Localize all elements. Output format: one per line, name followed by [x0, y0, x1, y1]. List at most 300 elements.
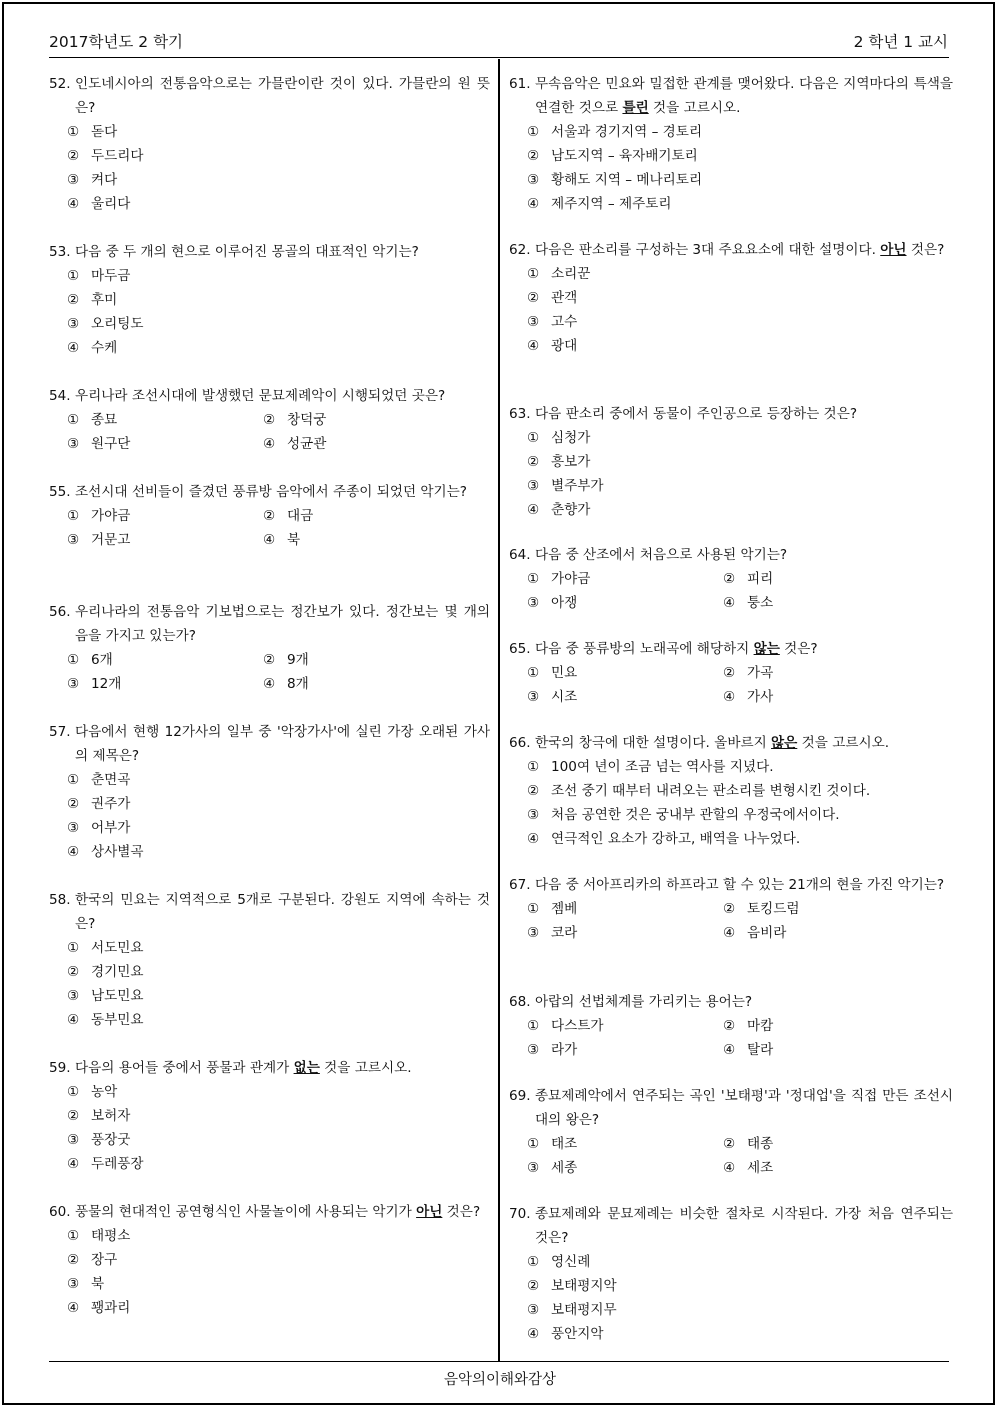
option-text: 광대 — [551, 338, 578, 354]
answer-option[interactable] — [723, 591, 953, 615]
question-text-pre: 다음 중 풍류방의 노래곡에 해당하지 — [535, 641, 754, 657]
answer-option[interactable] — [527, 192, 953, 216]
option-number: ② — [263, 508, 276, 524]
answer-option[interactable] — [67, 264, 490, 288]
option-text: 상사별곡 — [91, 844, 144, 860]
option-number: ② — [527, 290, 540, 306]
answer-option[interactable] — [527, 1274, 953, 1298]
question-text-pre: 다음 중 서아프리카의 하프라고 할 수 있는 21개의 현을 가진 악기는? — [535, 877, 945, 893]
question-text-pre: 다음의 용어들 중에서 풍물과 관계가 — [75, 1060, 294, 1076]
question-text — [535, 72, 953, 120]
question-text — [75, 888, 490, 936]
answer-options — [67, 1080, 490, 1176]
question-number: 59. — [49, 1060, 71, 1076]
answer-options — [527, 1250, 953, 1346]
option-text: 토킹드럼 — [747, 901, 800, 917]
question-number: 61. — [509, 76, 531, 92]
question-text-pre: 인도네시아의 전통음악으로는 가믈란이란 것이 있다. 가믈란의 원 뜻은? — [75, 76, 491, 116]
option-number: ④ — [67, 340, 80, 356]
option-number: ② — [67, 1252, 80, 1268]
option-number: ① — [527, 124, 540, 140]
question-text-pre: 한국의 민요는 지역적으로 5개로 구분된다. 강원도 지역에 속하는 것은? — [75, 892, 490, 932]
option-number: ④ — [527, 1326, 540, 1342]
question-text-post: 것을 고르시오. — [319, 1060, 412, 1076]
option-text: 세조 — [747, 1160, 774, 1176]
question-item — [49, 600, 490, 696]
answer-options — [67, 504, 490, 552]
option-number: ③ — [527, 1302, 540, 1318]
question-stem — [509, 990, 953, 1014]
answer-option[interactable] — [527, 168, 953, 192]
question-number: 53. — [49, 244, 71, 260]
option-text: 태평소 — [91, 1228, 131, 1244]
option-number: ① — [527, 1018, 540, 1034]
answer-option[interactable] — [67, 1008, 490, 1032]
answer-options — [527, 897, 953, 945]
option-number: ③ — [67, 436, 80, 452]
question-stem — [49, 240, 490, 264]
option-number: ② — [723, 1136, 736, 1152]
answer-option[interactable] — [67, 504, 263, 528]
option-number: ② — [723, 1018, 736, 1034]
option-text: 서도민요 — [91, 940, 144, 956]
answer-option[interactable] — [527, 262, 953, 286]
answer-option[interactable] — [527, 1250, 953, 1274]
option-text: 6개 — [91, 652, 113, 668]
answer-option[interactable] — [723, 1132, 953, 1156]
answer-options — [527, 120, 953, 216]
option-number: ① — [67, 412, 80, 428]
question-stem — [49, 888, 490, 936]
question-text-pre: 풍물의 현대적인 공연형식인 사물놀이에 사용되는 악기가 — [75, 1204, 417, 1220]
answer-option[interactable] — [67, 1272, 490, 1296]
answer-option[interactable] — [723, 661, 953, 685]
option-text: 수케 — [91, 340, 118, 356]
question-text-post: 것은? — [906, 242, 945, 258]
question-stem — [49, 600, 490, 648]
option-number: ④ — [263, 676, 276, 692]
option-text: 소리꾼 — [551, 266, 591, 282]
option-text: 보태평지악 — [551, 1278, 617, 1294]
option-text: 민요 — [551, 665, 578, 681]
answer-option[interactable] — [67, 1152, 490, 1176]
option-text: 라가 — [551, 1042, 578, 1058]
answer-options — [527, 1014, 953, 1062]
option-text: 가야금 — [551, 571, 591, 587]
question-emphasis: 아닌 — [880, 242, 907, 258]
question-text — [535, 637, 953, 661]
question-emphasis: 않는 — [753, 641, 780, 657]
answer-option[interactable] — [67, 936, 490, 960]
option-text: 퉁소 — [747, 595, 774, 611]
option-number: ② — [527, 1278, 540, 1294]
answer-option[interactable] — [67, 1128, 490, 1152]
question-text-pre: 한국의 창극에 대한 설명이다. 올바르지 — [535, 735, 772, 751]
option-text: 마두금 — [91, 268, 131, 284]
answer-option[interactable] — [67, 1080, 490, 1104]
option-text: 울리다 — [91, 196, 131, 212]
option-number: ① — [527, 430, 540, 446]
option-text: 경기민요 — [91, 964, 144, 980]
option-number: ③ — [527, 1160, 540, 1176]
question-number: 65. — [509, 641, 531, 657]
answer-option[interactable] — [67, 648, 263, 672]
option-number: ③ — [67, 316, 80, 332]
answer-options — [527, 426, 953, 522]
question-text — [75, 240, 490, 264]
answer-option[interactable] — [67, 192, 490, 216]
option-text: 흥보가 — [551, 454, 591, 470]
question-text — [535, 990, 953, 1014]
question-emphasis: 않은 — [771, 735, 798, 751]
question-item — [49, 1056, 490, 1176]
option-text: 풍안지악 — [551, 1326, 604, 1342]
option-text: 황해도 지역 – 메나리토리 — [551, 172, 703, 188]
answer-options — [67, 936, 490, 1032]
option-number: ③ — [67, 1276, 80, 1292]
question-stem — [49, 480, 490, 504]
answer-option[interactable] — [527, 310, 953, 334]
question-item — [509, 990, 953, 1062]
question-text-pre: 무속음악은 민요와 밀접한 관계를 맺어왔다. 다음은 지역마다의 특색을 연결한 것으로 — [535, 76, 953, 116]
option-number: ③ — [527, 925, 540, 941]
option-text: 성균관 — [287, 436, 327, 452]
option-text: 두드리다 — [91, 148, 144, 164]
question-item — [509, 402, 953, 522]
option-text: 남도민요 — [91, 988, 144, 1004]
question-stem — [49, 1056, 490, 1080]
answer-options — [67, 1224, 490, 1320]
answer-option[interactable] — [67, 312, 490, 336]
answer-options — [67, 120, 490, 216]
question-text-pre: 조선시대 선비들이 즐겼던 풍류방 음악에서 주종이 되었던 악기는? — [75, 484, 468, 500]
answer-option[interactable] — [527, 897, 723, 921]
option-text: 8개 — [287, 676, 309, 692]
option-number: ② — [263, 412, 276, 428]
answer-option[interactable] — [527, 450, 953, 474]
answer-option[interactable] — [723, 897, 953, 921]
question-text — [535, 238, 953, 262]
answer-option[interactable] — [263, 432, 490, 456]
answer-options — [67, 408, 490, 456]
answer-option[interactable] — [67, 288, 490, 312]
question-stem — [509, 72, 953, 120]
column-divider — [498, 59, 500, 1362]
option-number: ④ — [527, 338, 540, 354]
answer-option[interactable] — [723, 1156, 953, 1180]
option-number: ④ — [723, 925, 736, 941]
option-text: 다스트가 — [551, 1018, 604, 1034]
question-stem — [509, 873, 953, 897]
question-number: 68. — [509, 994, 531, 1010]
option-number: ② — [67, 964, 80, 980]
answer-option[interactable] — [527, 803, 953, 827]
question-item — [509, 1202, 953, 1346]
option-text: 젬베 — [551, 901, 578, 917]
option-text: 켜다 — [91, 172, 118, 188]
option-number: ① — [67, 1084, 80, 1100]
answer-option[interactable] — [67, 120, 490, 144]
option-text: 12개 — [91, 676, 122, 692]
option-text: 탈라 — [747, 1042, 774, 1058]
question-item — [49, 480, 490, 552]
answer-option[interactable] — [67, 960, 490, 984]
option-text: 북 — [287, 532, 301, 548]
question-text-pre: 우리나라 조선시대에 발생했던 문묘제례악이 시행되었던 곳은? — [75, 388, 446, 404]
answer-option[interactable] — [263, 408, 490, 432]
answer-option[interactable] — [263, 672, 490, 696]
answer-options — [527, 262, 953, 358]
option-number: ③ — [527, 689, 540, 705]
question-item — [509, 731, 953, 851]
option-number: ② — [527, 454, 540, 470]
option-number: ③ — [67, 532, 80, 548]
option-text: 후미 — [91, 292, 118, 308]
answer-option[interactable] — [67, 1248, 490, 1272]
answer-option[interactable] — [723, 1014, 953, 1038]
answer-option[interactable] — [67, 816, 490, 840]
answer-options — [527, 755, 953, 851]
option-text: 두레풍장 — [91, 1156, 144, 1172]
answer-option[interactable] — [67, 672, 263, 696]
exam-term: 2017학년도 2 학기 — [49, 33, 184, 51]
question-text — [75, 1200, 490, 1224]
question-number: 64. — [509, 547, 531, 563]
option-text: 풍장굿 — [91, 1132, 131, 1148]
answer-option[interactable] — [527, 779, 953, 803]
option-text: 남도지역 – 육자배기토리 — [551, 148, 698, 164]
answer-option[interactable] — [67, 1104, 490, 1128]
answer-option[interactable] — [67, 144, 490, 168]
question-text-pre: 다음 판소리 중에서 동물이 주인공으로 등장하는 것은? — [535, 406, 858, 422]
option-number: ③ — [527, 595, 540, 611]
question-text — [535, 873, 953, 897]
question-stem — [509, 543, 953, 567]
question-text-pre: 종묘제례악에서 연주되는 곡인 '보태평'과 '정대업'을 직접 만든 조선시대의 왕은? — [535, 1088, 953, 1128]
option-text: 대금 — [287, 508, 314, 524]
answer-option[interactable] — [527, 1132, 723, 1156]
option-text: 관객 — [551, 290, 578, 306]
answer-option[interactable] — [527, 286, 953, 310]
option-number: ① — [527, 665, 540, 681]
option-number: ④ — [527, 196, 540, 212]
option-number: ① — [527, 571, 540, 587]
question-item — [49, 1200, 490, 1320]
answer-option[interactable] — [67, 984, 490, 1008]
option-text: 100여 년이 조금 넘는 역사를 지녔다. — [551, 759, 774, 775]
answer-option[interactable] — [527, 1298, 953, 1322]
question-item — [509, 637, 953, 709]
option-number: ① — [527, 266, 540, 282]
answer-option[interactable] — [67, 1296, 490, 1320]
question-text — [75, 720, 490, 768]
question-text-pre: 종묘제례와 문묘제례는 비슷한 절차로 시작된다. 가장 처음 연주되는 것은? — [535, 1206, 953, 1246]
answer-option[interactable] — [527, 120, 953, 144]
answer-option[interactable] — [67, 408, 263, 432]
answer-option[interactable] — [723, 1038, 953, 1062]
answer-option[interactable] — [527, 567, 723, 591]
option-number: ④ — [527, 502, 540, 518]
question-text-post: 것은? — [779, 641, 818, 657]
question-item — [49, 72, 490, 216]
question-stem — [49, 1200, 490, 1224]
answer-option[interactable] — [527, 685, 723, 709]
question-stem — [49, 72, 490, 120]
option-number: ② — [67, 148, 80, 164]
answer-option[interactable] — [527, 1156, 723, 1180]
answer-option[interactable] — [263, 648, 490, 672]
option-number: ① — [527, 901, 540, 917]
option-text: 돋다 — [91, 124, 118, 140]
option-number: ④ — [67, 1156, 80, 1172]
option-number: ① — [67, 772, 80, 788]
option-number: ② — [723, 901, 736, 917]
option-text: 처음 공연한 것은 궁내부 관할의 우정국에서이다. — [551, 807, 840, 823]
option-text: 보태평지무 — [551, 1302, 617, 1318]
option-text: 태종 — [747, 1136, 774, 1152]
question-number: 55. — [49, 484, 71, 500]
option-text: 고수 — [551, 314, 578, 330]
question-text — [535, 1084, 953, 1132]
option-text: 동부민요 — [91, 1012, 144, 1028]
option-text: 코라 — [551, 925, 578, 941]
option-text: 북 — [91, 1276, 105, 1292]
option-number: ④ — [723, 595, 736, 611]
option-number: ④ — [67, 844, 80, 860]
option-number: ④ — [67, 1012, 80, 1028]
option-number: ② — [67, 796, 80, 812]
answer-option[interactable] — [527, 921, 723, 945]
question-text-post: 것을 고르시오. — [797, 735, 890, 751]
option-number: ③ — [527, 1042, 540, 1058]
option-text: 연극적인 요소가 강하고, 배역을 나누었다. — [551, 831, 801, 847]
answer-option[interactable] — [527, 1322, 953, 1346]
option-number: ④ — [723, 1042, 736, 1058]
option-number: ③ — [67, 820, 80, 836]
answer-option[interactable] — [527, 1038, 723, 1062]
answer-option[interactable] — [527, 827, 953, 851]
option-text: 가사 — [747, 689, 774, 705]
question-text-post: 것은? — [442, 1204, 481, 1220]
question-stem — [509, 1202, 953, 1250]
option-number: ④ — [263, 532, 276, 548]
option-number: ① — [527, 1254, 540, 1270]
answer-option[interactable] — [527, 144, 953, 168]
option-number: ③ — [67, 676, 80, 692]
answer-options — [67, 768, 490, 864]
answer-option[interactable] — [67, 168, 490, 192]
question-number: 60. — [49, 1204, 71, 1220]
question-text-pre: 다음 중 산조에서 처음으로 사용된 악기는? — [535, 547, 788, 563]
question-item — [509, 72, 953, 216]
answer-option[interactable] — [67, 768, 490, 792]
question-stem — [49, 384, 490, 408]
option-number: ① — [527, 759, 540, 775]
option-number: ② — [527, 148, 540, 164]
answer-option[interactable] — [723, 685, 953, 709]
option-number: ④ — [67, 1300, 80, 1316]
answer-option[interactable] — [527, 474, 953, 498]
option-number: ① — [67, 508, 80, 524]
answer-option[interactable] — [527, 755, 953, 779]
option-number: ① — [67, 652, 80, 668]
question-text-pre: 다음에서 현행 12가사의 일부 중 '악장가사'에 실린 가장 오래된 가사의 제목은? — [75, 724, 490, 764]
option-number: ① — [67, 1228, 80, 1244]
question-stem — [509, 1084, 953, 1132]
option-text: 꽹과리 — [91, 1300, 131, 1316]
option-text: 태조 — [551, 1136, 578, 1152]
option-text: 춘면곡 — [91, 772, 131, 788]
question-item — [49, 720, 490, 864]
option-text: 춘향가 — [551, 502, 591, 518]
option-text: 오리팅도 — [91, 316, 144, 332]
option-number: ② — [263, 652, 276, 668]
option-number: ③ — [67, 1132, 80, 1148]
question-item — [49, 888, 490, 1032]
answer-option[interactable] — [263, 528, 490, 552]
answer-options — [527, 661, 953, 709]
answer-option[interactable] — [67, 432, 263, 456]
question-number: 54. — [49, 388, 71, 404]
question-number: 63. — [509, 406, 531, 422]
answer-option[interactable] — [67, 792, 490, 816]
option-text: 조선 중기 때부터 내려오는 판소리를 변형시킨 것이다. — [551, 783, 871, 799]
option-number: ④ — [67, 196, 80, 212]
option-number: ① — [67, 268, 80, 284]
question-item — [509, 1084, 953, 1180]
answer-option[interactable] — [527, 426, 953, 450]
answer-option[interactable] — [67, 840, 490, 864]
option-text: 장구 — [91, 1252, 118, 1268]
answer-option[interactable] — [527, 591, 723, 615]
option-text: 제주지역 – 제주토리 — [551, 196, 672, 212]
answer-option[interactable] — [527, 661, 723, 685]
question-stem — [509, 731, 953, 755]
question-item — [509, 543, 953, 615]
option-number: ① — [527, 1136, 540, 1152]
answer-option[interactable] — [723, 921, 953, 945]
answer-option[interactable] — [263, 504, 490, 528]
question-text-pre: 다음 중 두 개의 현으로 이루어진 몽골의 대표적인 악기는? — [75, 244, 419, 260]
option-number: ③ — [67, 988, 80, 1004]
question-number: 69. — [509, 1088, 531, 1104]
question-stem — [509, 238, 953, 262]
answer-option[interactable] — [527, 498, 953, 522]
option-number: ④ — [527, 831, 540, 847]
option-text: 농악 — [91, 1084, 118, 1100]
subject-title: 음악의이해와감상 — [443, 1372, 557, 1388]
exam-grade-period: 2 학년 1 교시 — [853, 33, 948, 51]
option-number: ③ — [527, 172, 540, 188]
option-number: ② — [67, 1108, 80, 1124]
answer-option[interactable] — [723, 567, 953, 591]
question-text-pre: 우리나라의 전통음악 기보법으로는 정간보가 있다. 정간보는 몇 개의 음을 가지고 있는가? — [75, 604, 490, 644]
question-item — [509, 873, 953, 945]
question-number: 52. — [49, 76, 71, 92]
answer-option[interactable] — [67, 336, 490, 360]
answer-option[interactable] — [527, 334, 953, 358]
question-text — [535, 1202, 953, 1250]
answer-option[interactable] — [527, 1014, 723, 1038]
option-number: ② — [723, 571, 736, 587]
option-text: 세종 — [551, 1160, 578, 1176]
option-text: 서울과 경기지역 – 경토리 — [551, 124, 703, 140]
answer-option[interactable] — [67, 1224, 490, 1248]
answer-option[interactable] — [67, 528, 263, 552]
option-text: 창덕궁 — [287, 412, 327, 428]
question-text — [75, 1056, 490, 1080]
option-number: ② — [527, 783, 540, 799]
